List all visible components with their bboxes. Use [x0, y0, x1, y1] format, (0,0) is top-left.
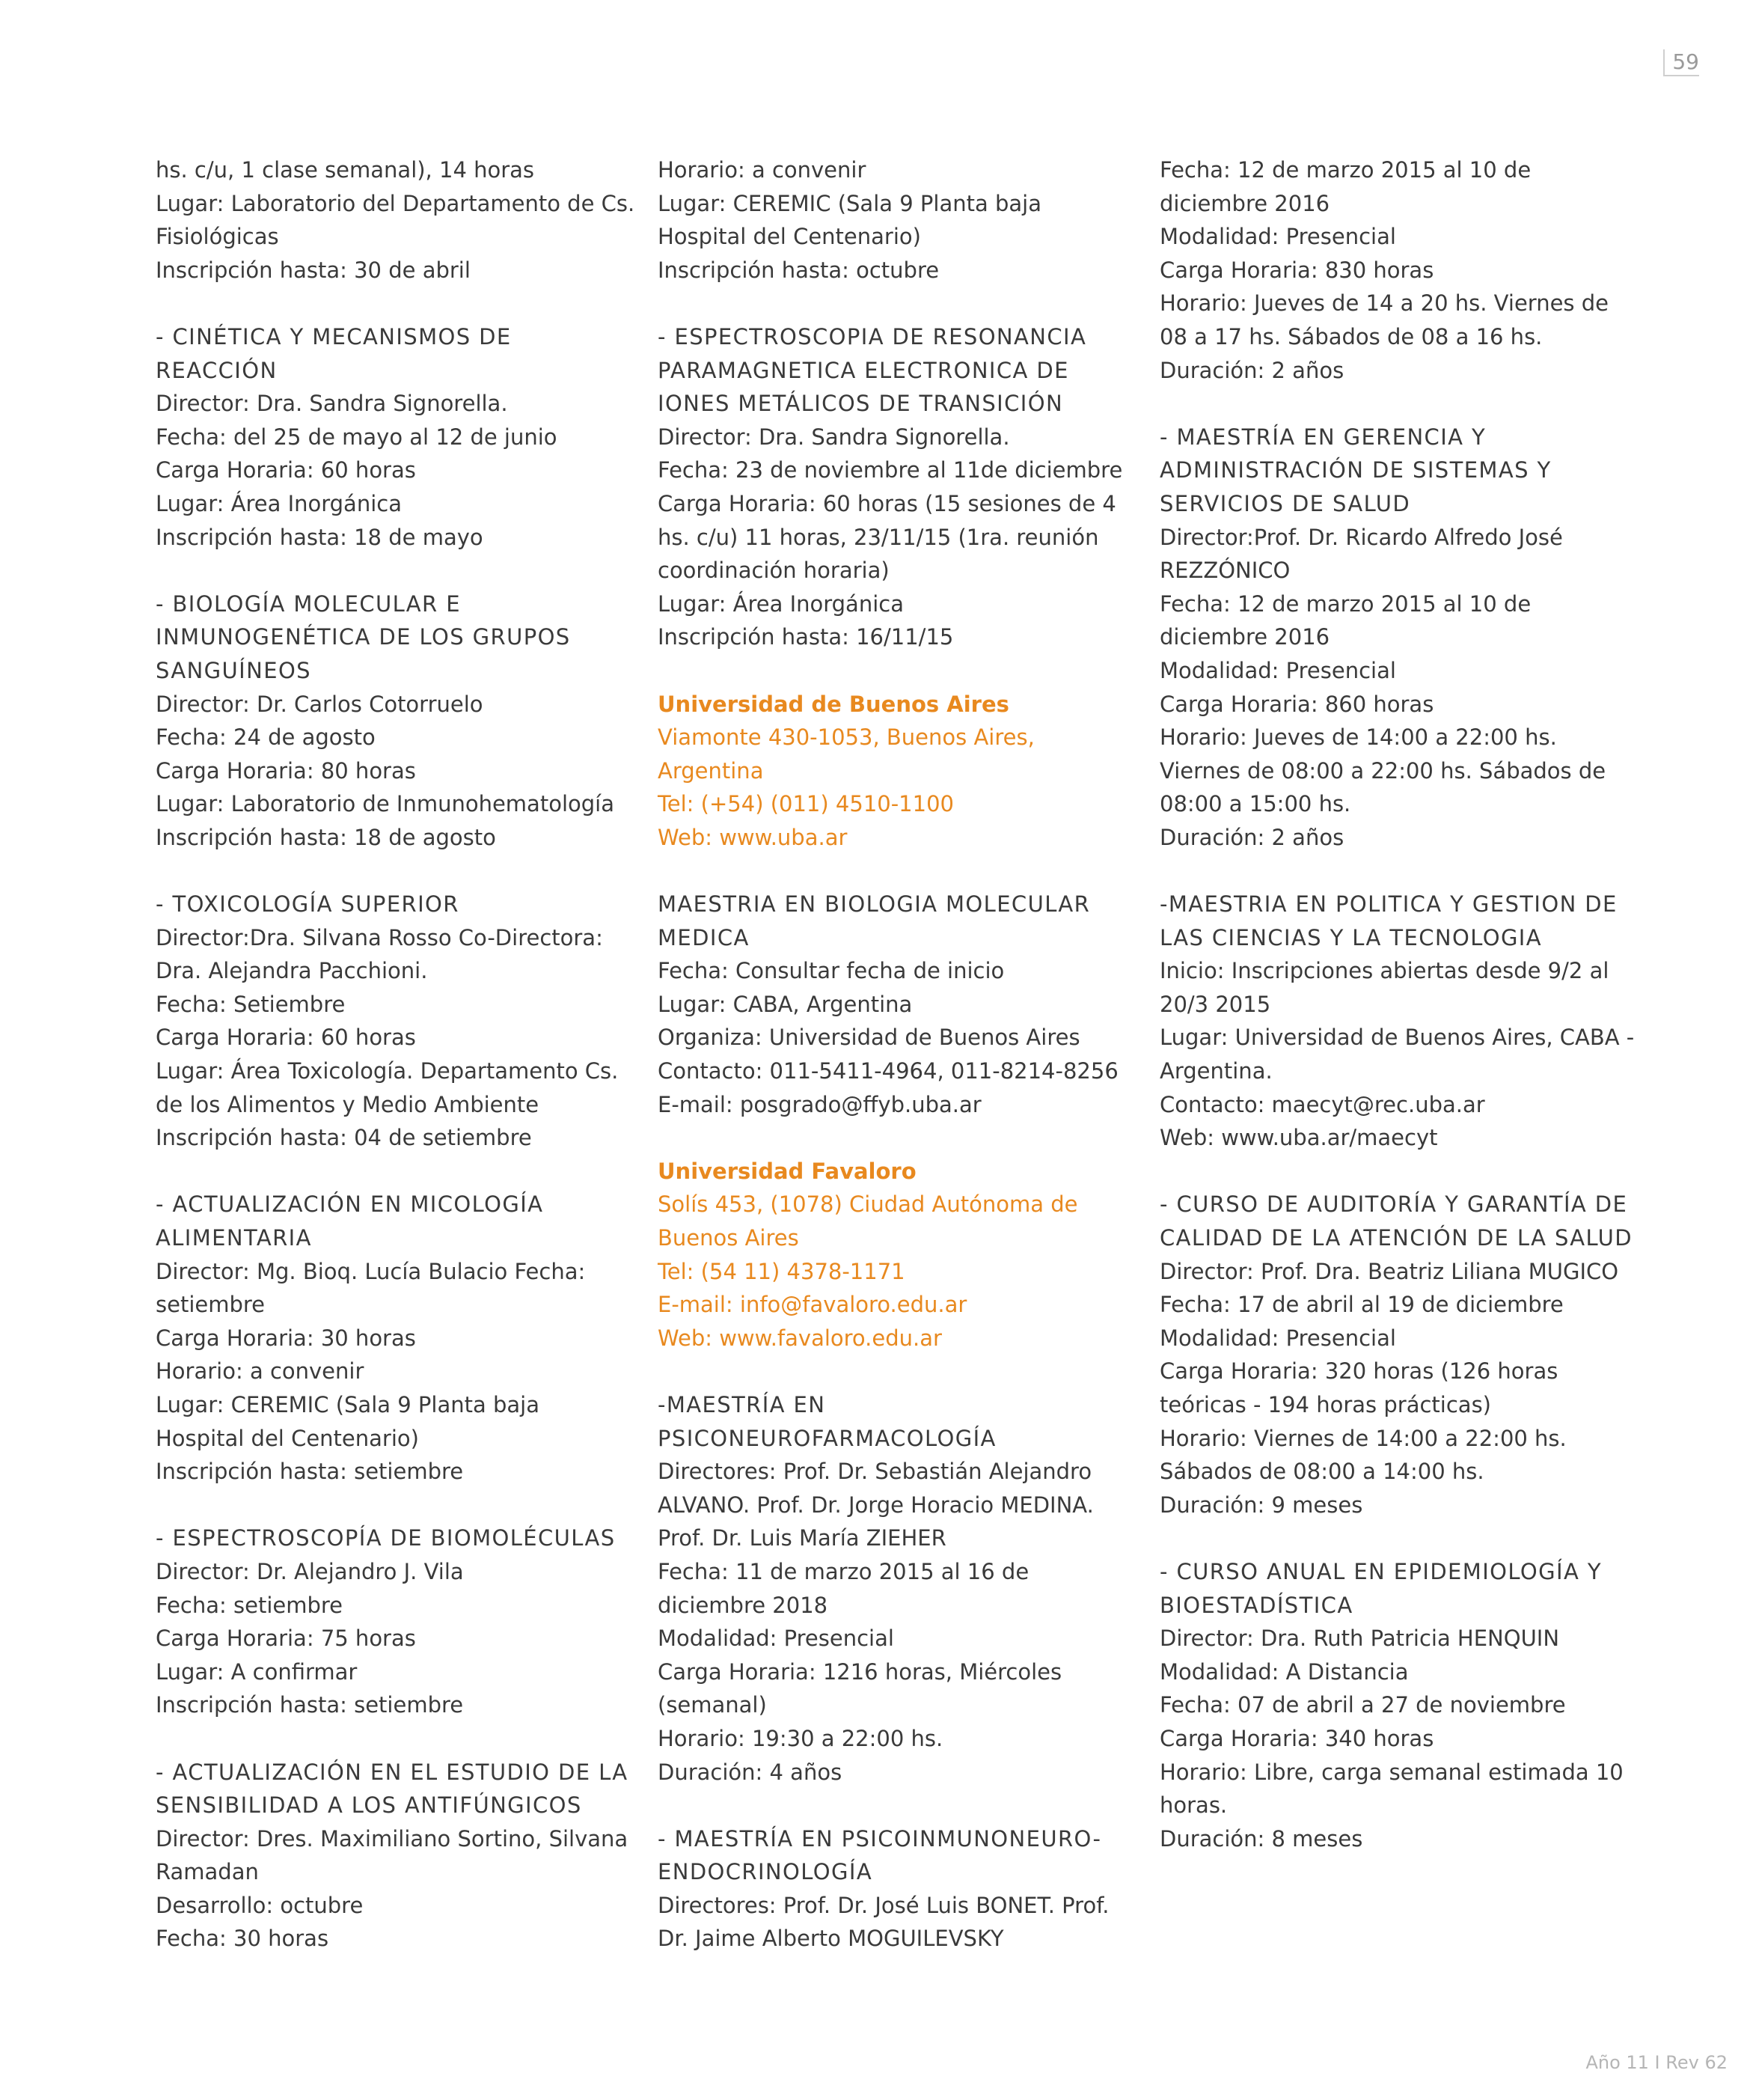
text-line: Prof. Dr. Luis María ZIEHER: [658, 1525, 946, 1551]
course-heading-line: ADMINISTRACIÓN DE SISTEMAS Y: [1160, 457, 1552, 483]
institution-info-line: Viamonte 430-1053, Buenos Aires,: [658, 724, 1035, 751]
course-heading-line: CALIDAD DE LA ATENCIÓN DE LA SALUD: [1160, 1225, 1633, 1251]
course-heading-line: REACCIÓN: [156, 357, 278, 383]
course-heading-line: PARAMAGNETICA ELECTRONICA DE: [658, 357, 1069, 383]
text-line: Fecha: 30 horas: [156, 1926, 329, 1952]
text-line: Duración: 8 meses: [1160, 1825, 1363, 1852]
text-line: Fecha: 12 de marzo 2015 al 10 de: [1160, 590, 1532, 617]
text-line: Lugar: CABA, Argentina: [658, 991, 913, 1017]
column-left: [156, 153, 634, 1956]
course-heading-line: SENSIBILIDAD A LOS ANTIFÚNGICOS: [156, 1792, 582, 1819]
text-line: Director:Prof. Dr. Ricardo Alfredo José: [1160, 524, 1563, 550]
course-heading-line: ENDOCRINOLOGÍA: [658, 1859, 873, 1885]
text-line: Inscripción hasta: 30 de abril: [156, 257, 471, 283]
paragraph-gap: [156, 1489, 634, 1522]
paragraph-gap: [1160, 1521, 1639, 1555]
text-line: Directores: Prof. Dr. José Luis BONET. Prof.: [658, 1892, 1110, 1918]
text-line: Dra. Alejandra Pacchioni.: [156, 958, 428, 984]
paragraph-gap: [658, 1121, 1136, 1155]
paragraph-gap: [1160, 854, 1639, 888]
text-line: Viernes de 08:00 a 22:00 hs. Sábados de: [1160, 757, 1606, 784]
institution-info-line: Tel: (54 11) 4378-1171: [658, 1258, 905, 1284]
text-line: Carga Horaria: 1216 horas, Miércoles: [658, 1658, 1062, 1685]
institution-info-line: Web: www.uba.ar: [658, 824, 848, 850]
text-line: Carga Horaria: 860 horas: [1160, 691, 1434, 717]
text-line: Inscripción hasta: octubre: [658, 257, 940, 283]
issue-footer: Año 11 I Rev 62: [1585, 2052, 1728, 2073]
text-line: Fecha: 23 de noviembre al 11de diciembre: [658, 457, 1123, 483]
text-line: diciembre 2016: [1160, 624, 1330, 650]
paragraph-gap: [658, 854, 1136, 888]
text-line: teóricas - 194 horas prácticas): [1160, 1391, 1491, 1417]
course-heading-line: LAS CIENCIAS Y LA TECNOLOGIA: [1160, 924, 1543, 950]
text-line: Inscripción hasta: 18 de agosto: [156, 824, 496, 850]
text-line: E-mail: posgrado@ffyb.uba.ar: [658, 1091, 982, 1117]
text-line: Fecha: del 25 de mayo al 12 de junio: [156, 424, 557, 450]
course-heading-line: -MAESTRIA EN POLITICA Y GESTION DE: [1160, 891, 1618, 918]
text-line: Inscripción hasta: 18 de mayo: [156, 524, 483, 550]
course-heading-line: - BIOLOGÍA MOLECULAR E: [156, 590, 461, 617]
course-heading-line: - CURSO ANUAL EN EPIDEMIOLOGÍA Y: [1160, 1558, 1602, 1584]
course-heading-line: - ACTUALIZACIÓN EN EL ESTUDIO DE LA: [156, 1759, 628, 1785]
text-line: REZZÓNICO: [1160, 558, 1291, 584]
text-line: Inscripción hasta: 16/11/15: [658, 624, 954, 650]
text-line: Fisiológicas: [156, 224, 279, 250]
course-heading-line: ALIMENTARIA: [156, 1225, 312, 1251]
course-heading-line: BIOESTADÍSTICA: [1160, 1592, 1353, 1618]
course-heading-line: - CINÉTICA Y MECANISMOS DE: [156, 323, 512, 350]
paragraph-gap: [658, 1355, 1136, 1388]
page-number: 59: [1663, 49, 1699, 76]
text-line: diciembre 2018: [658, 1592, 828, 1618]
text-line: Horario: Viernes de 14:00 a 22:00 hs.: [1160, 1425, 1567, 1451]
text-line: Director: Dres. Maximiliano Sortino, Silvana: [156, 1825, 628, 1852]
text-line: Organiza: Universidad de Buenos Aires: [658, 1025, 1080, 1051]
institution-info-line: Solís 453, (1078) Ciudad Autónoma de: [658, 1191, 1078, 1218]
text-line: Fecha: 07 de abril a 27 de noviembre: [1160, 1692, 1566, 1718]
course-heading-line: SANGUÍNEOS: [156, 657, 311, 683]
course-heading-line: - ACTUALIZACIÓN EN MICOLOGÍA: [156, 1191, 544, 1218]
text-line: horas.: [1160, 1792, 1228, 1819]
course-heading-line: IONES METÁLICOS DE TRANSICIÓN: [658, 391, 1064, 417]
institution-info-line: Universidad Favaloro: [658, 1158, 917, 1184]
text-line: Carga Horaria: 60 horas: [156, 457, 416, 483]
text-line: setiembre: [156, 1292, 266, 1318]
text-line: Lugar: Universidad de Buenos Aires, CABA -: [1160, 1025, 1635, 1051]
course-heading-line: INMUNOGENÉTICA DE LOS GRUPOS: [156, 624, 571, 650]
text-line: Fecha: 17 de abril al 19 de diciembre: [1160, 1292, 1564, 1318]
institution-info-line: Tel: (+54) (011) 4510-1100: [658, 791, 954, 817]
text-line: Hospital del Centenario): [658, 224, 921, 250]
text-line: Carga Horaria: 60 horas (15 sesiones de 4: [658, 490, 1116, 516]
course-heading-line: - TOXICOLOGÍA SUPERIOR: [156, 891, 459, 918]
text-line: 08 a 17 hs. Sábados de 08 a 16 hs.: [1160, 323, 1543, 350]
paragraph-gap: [156, 1155, 634, 1188]
text-line: Lugar: Área Inorgánica: [658, 590, 904, 617]
text-line: Duración: 9 meses: [1160, 1492, 1363, 1518]
text-line: Directores: Prof. Dr. Sebastián Alejandro: [658, 1459, 1092, 1485]
text-line: Lugar: CEREMIC (Sala 9 Planta baja: [658, 190, 1041, 216]
text-line: ALVANO. Prof. Dr. Jorge Horacio MEDINA.: [658, 1492, 1094, 1518]
text-line: Lugar: CEREMIC (Sala 9 Planta baja: [156, 1391, 539, 1417]
paragraph-gap: [156, 554, 634, 587]
text-line: Fecha: 11 de marzo 2015 al 16 de: [658, 1558, 1029, 1584]
paragraph-gap: [658, 1789, 1136, 1822]
text-line: Modalidad: Presencial: [1160, 657, 1396, 683]
text-line: Carga Horaria: 80 horas: [156, 757, 416, 784]
text-line: Ramadan: [156, 1859, 259, 1885]
text-line: Director: Dra. Ruth Patricia HENQUIN: [1160, 1626, 1560, 1652]
course-heading-line: - ESPECTROSCOPIA DE RESONANCIA: [658, 323, 1087, 350]
text-line: Modalidad: Presencial: [1160, 1325, 1396, 1351]
paragraph-gap: [156, 1722, 634, 1756]
text-line: Inscripción hasta: setiembre: [156, 1692, 464, 1718]
text-line: Fecha: Consultar fecha de inicio: [658, 958, 1005, 984]
text-line: Carga Horaria: 60 horas: [156, 1025, 416, 1051]
text-line: Dr. Jaime Alberto MOGUILEVSKY: [658, 1926, 1004, 1952]
paragraph-gap: [156, 287, 634, 320]
text-line: Horario: Jueves de 14:00 a 22:00 hs.: [1160, 724, 1557, 751]
text-line: Horario: a convenir: [658, 157, 866, 183]
text-line: Director: Dra. Sandra Signorella.: [658, 424, 1010, 450]
text-line: Web: www.uba.ar/maecyt: [1160, 1125, 1438, 1151]
text-line: Modalidad: A Distancia: [1160, 1658, 1409, 1685]
institution-info-line: Argentina: [658, 757, 764, 784]
text-line: Horario: a convenir: [156, 1358, 364, 1385]
institution-info-line: E-mail: info@favaloro.edu.ar: [658, 1292, 967, 1318]
paragraph-gap: [658, 287, 1136, 320]
paragraph-gap: [1160, 1155, 1639, 1188]
course-heading-line: SERVICIOS DE SALUD: [1160, 490, 1411, 516]
text-line: Horario: Jueves de 14 a 20 hs. Viernes de: [1160, 290, 1609, 317]
course-heading-line: - ESPECTROSCOPÍA DE BIOMOLÉCULAS: [156, 1525, 616, 1551]
text-line: Carga Horaria: 340 horas: [1160, 1725, 1434, 1751]
course-heading-line: PSICONEUROFARMACOLOGÍA: [658, 1425, 997, 1451]
text-line: Desarrollo: octubre: [156, 1892, 364, 1918]
paragraph-gap: [658, 654, 1136, 688]
institution-info-line: Buenos Aires: [658, 1225, 799, 1251]
text-line: diciembre 2016: [1160, 190, 1330, 216]
text-line: Horario: 19:30 a 22:00 hs.: [658, 1725, 943, 1751]
course-heading-line: MEDICA: [658, 924, 750, 950]
text-line: Director: Dr. Alejandro J. Vila: [156, 1558, 464, 1584]
paragraph-gap: [156, 854, 634, 888]
text-line: Fecha: 24 de agosto: [156, 724, 376, 751]
column-middle: [658, 153, 1136, 1956]
text-line: Duración: 2 años: [1160, 824, 1344, 850]
text-line: Inscripción hasta: 04 de setiembre: [156, 1125, 532, 1151]
text-line: Duración: 2 años: [1160, 357, 1344, 383]
course-heading-line: - MAESTRÍA EN PSICOINMUNONEURO-: [658, 1825, 1102, 1852]
text-line: coordinación horaria): [658, 558, 890, 584]
text-line: Hospital del Centenario): [156, 1425, 419, 1451]
course-heading-line: - CURSO DE AUDITORÍA Y GARANTÍA DE: [1160, 1191, 1628, 1218]
paragraph-gap: [1160, 387, 1639, 421]
text-line: Director: Mg. Bioq. Lucía Bulacio Fecha:: [156, 1258, 586, 1284]
text-line: hs. c/u) 11 horas, 23/11/15 (1ra. reunión: [658, 524, 1099, 550]
text-line: 20/3 2015: [1160, 991, 1271, 1017]
text-line: Lugar: Laboratorio de Inmunohematología: [156, 791, 614, 817]
text-line: Director: Dra. Sandra Signorella.: [156, 391, 508, 417]
text-line: Contacto: maecyt@rec.uba.ar: [1160, 1091, 1485, 1117]
text-line: (semanal): [658, 1692, 767, 1718]
text-line: Sábados de 08:00 a 14:00 hs.: [1160, 1459, 1484, 1485]
text-line: Modalidad: Presencial: [658, 1626, 894, 1652]
text-line: Director: Prof. Dra. Beatriz Liliana MUGICO: [1160, 1258, 1619, 1284]
text-line: Modalidad: Presencial: [1160, 224, 1396, 250]
text-line: Inscripción hasta: setiembre: [156, 1459, 464, 1485]
text-line: 08:00 a 15:00 hs.: [1160, 791, 1351, 817]
text-line: Carga Horaria: 830 horas: [1160, 257, 1434, 283]
text-line: Director: Dr. Carlos Cotorruelo: [156, 691, 483, 717]
course-heading-line: MAESTRIA EN BIOLOGIA MOLECULAR: [658, 891, 1091, 918]
text-line: de los Alimentos y Medio Ambiente: [156, 1091, 539, 1117]
text-line: Lugar: Área Inorgánica: [156, 490, 402, 516]
text-line: Fecha: setiembre: [156, 1592, 343, 1618]
column-right: [1160, 153, 1639, 1855]
text-line: Director:Dra. Silvana Rosso Co-Directora:: [156, 924, 603, 950]
text-line: hs. c/u, 1 clase semanal), 14 horas: [156, 157, 535, 183]
text-line: Fecha: Setiembre: [156, 991, 346, 1017]
text-line: Lugar: Área Toxicología. Departamento Cs.: [156, 1058, 619, 1084]
course-heading-line: - MAESTRÍA EN GERENCIA Y: [1160, 424, 1487, 450]
institution-info-line: Universidad de Buenos Aires: [658, 691, 1009, 717]
course-heading-line: -MAESTRÍA EN: [658, 1391, 826, 1417]
text-line: Carga Horaria: 320 horas (126 horas: [1160, 1358, 1558, 1385]
text-line: Contacto: 011-5411-4964, 011-8214-8256: [658, 1058, 1119, 1084]
text-line: Horario: Libre, carga semanal estimada 10: [1160, 1759, 1624, 1785]
text-line: Argentina.: [1160, 1058, 1273, 1084]
text-line: Lugar: A confirmar: [156, 1658, 358, 1685]
text-line: Lugar: Laboratorio del Departamento de Cs.: [156, 190, 635, 216]
text-line: Fecha: 12 de marzo 2015 al 10 de: [1160, 157, 1532, 183]
institution-info-line: Web: www.favaloro.edu.ar: [658, 1325, 942, 1351]
text-line: Carga Horaria: 30 horas: [156, 1325, 416, 1351]
text-line: Carga Horaria: 75 horas: [156, 1626, 416, 1652]
text-line: Inicio: Inscripciones abiertas desde 9/2 al: [1160, 958, 1609, 984]
text-line: Duración: 4 años: [658, 1759, 842, 1785]
